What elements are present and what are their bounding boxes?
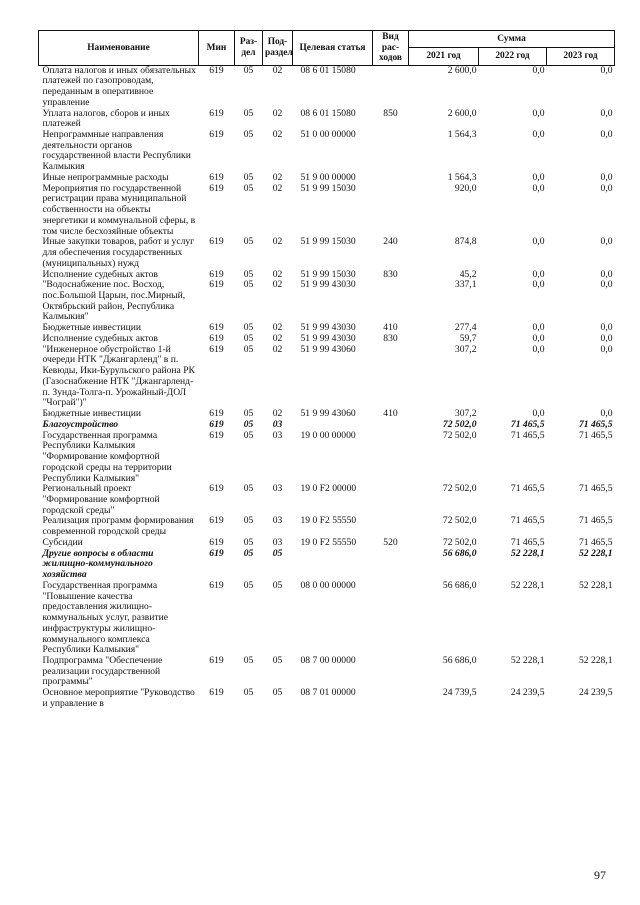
row-sum-2022: 0,0: [532, 129, 545, 140]
row-sum-2021: 337,1: [454, 279, 477, 291]
row-razdel: 05: [243, 107, 254, 119]
row-sum-2021: 874,8: [454, 236, 477, 248]
row-sum-2021: 307,2: [454, 343, 477, 355]
row-celevaya: 19 0 00 00000: [300, 429, 356, 441]
row-name: Подпрограмма "Обеспечение реализации государственной программы": [42, 654, 163, 688]
header-celevaya: Целевая статья: [293, 31, 373, 66]
row-celevaya: 19 0 F2 55550: [300, 515, 357, 527]
header-min: Мин: [199, 31, 235, 66]
row-razdel: 05: [243, 654, 254, 666]
row-celevaya: 51 9 00 00000: [300, 171, 356, 183]
row-razdel: 05: [243, 547, 254, 559]
row-celevaya: 08 7 01 00000: [300, 687, 356, 699]
row-name: Государственная программа "Повышение качества предоставления жилищно-коммунальных услуг, развитие инфраструктуры жилищно-коммунального комплекса Республики Калмыкия": [42, 579, 169, 656]
row-min: 619: [209, 408, 224, 420]
row-sum-2021: 72 502,0: [442, 483, 477, 495]
row-razdel: 05: [243, 418, 254, 430]
row-name: Реализация программ формирования современной городской среды: [42, 515, 194, 538]
row-sum-2023: 71 465,5: [578, 429, 613, 441]
row-min: 619: [209, 547, 224, 559]
row-sum-2022: 71 465,5: [510, 536, 545, 548]
row-razdel: 05: [243, 536, 254, 548]
row-celevaya: [293, 549, 373, 581]
row-vid: [373, 130, 409, 173]
section-row: [39, 420, 615, 431]
row-sum-2022: 0,0: [532, 182, 545, 194]
page-number: 97: [594, 868, 606, 882]
row-vid: [373, 484, 409, 516]
row-name: Другие вопросы в области жилищно-коммунального хозяйства: [42, 547, 154, 581]
row-min: 619: [209, 429, 224, 441]
row-name: Непрограммные направления деятельности органов государственной власти Республики Калмыкия: [42, 129, 191, 173]
row-razdel: 05: [243, 483, 254, 495]
row-podrazdel: 02: [272, 322, 283, 334]
row-vid: [373, 656, 409, 688]
row-name: Уплата налогов, сборов и иных платежей: [42, 107, 170, 130]
row-podrazdel: 03: [272, 483, 283, 495]
row-sum-2023: 24 239,5: [578, 687, 613, 699]
row-sum-2023: 0,0: [600, 64, 613, 76]
row-min: 619: [209, 332, 224, 344]
row-sum-2022: 24 239,5: [510, 687, 545, 699]
row-celevaya: 51 9 99 43060: [300, 408, 356, 420]
row-sum-2021: 72 502,0: [442, 515, 477, 527]
row-razdel: 05: [243, 279, 254, 291]
row-celevaya: 08 0 00 00000: [300, 579, 356, 591]
row-min: 619: [209, 171, 224, 183]
row-sum-2023: 0,0: [600, 129, 613, 140]
row-celevaya: 51 9 99 43060: [300, 343, 356, 355]
row-podrazdel: 05: [272, 579, 283, 591]
row-podrazdel: 02: [272, 408, 283, 420]
row-celevaya: 51 0 00 00000: [300, 129, 356, 140]
row-name: Иные закупки товаров, работ и услуг для обеспечения государственных (муниципальных) нужд: [42, 236, 195, 269]
row-razdel: 05: [243, 687, 254, 699]
row-sum-2022: 71 465,5: [510, 483, 545, 495]
row-sum-2021: 1 564,3: [447, 129, 477, 140]
row-sum-2022: 0,0: [532, 343, 545, 355]
row-razdel: 05: [243, 268, 254, 280]
row-min: 619: [209, 107, 224, 119]
row-celevaya: 51 9 99 43030: [300, 322, 356, 334]
row-sum-2021: 72 502,0: [442, 418, 477, 430]
row-sum-2021: 72 502,0: [442, 536, 477, 548]
row-sum-2023: 52 228,1: [578, 579, 613, 591]
table-row: [39, 656, 615, 688]
row-sum-2021: 2 600,0: [447, 107, 477, 119]
row-celevaya: 08 7 00 00000: [300, 654, 356, 666]
row-razdel: 05: [243, 236, 254, 248]
table-row: [39, 484, 615, 516]
row-podrazdel: 02: [272, 129, 283, 140]
row-min: 619: [209, 64, 224, 76]
row-sum-2023: 71 465,5: [578, 483, 613, 495]
row-sum-2022: 0,0: [532, 332, 545, 344]
row-razdel: 05: [243, 579, 254, 591]
row-sum-2022: 0,0: [532, 408, 545, 420]
table-row: [39, 431, 615, 485]
row-name: Исполнение судебных актов: [42, 268, 158, 280]
row-celevaya: 51 9 99 15030: [300, 236, 356, 248]
row-vid: [373, 549, 409, 581]
header-2021: 2021 год: [409, 48, 479, 65]
row-sum-2023: 0,0: [600, 408, 613, 420]
row-celevaya: 51 9 99 43030: [300, 332, 356, 344]
row-name: "Инженерное обустройство 1-й очереди НТК "Джангарленд" в п. Кевюды, Ики-Бурульского района РК (Газоснабжение НТК "Джангарленд-п. Зунда-Толга-п. Урожайный-ДОЛ "Чограй")": [42, 343, 195, 409]
row-sum-2021: 72 502,0: [442, 429, 477, 441]
row-podrazdel: 02: [272, 107, 283, 119]
header-summa: Сумма: [409, 31, 615, 48]
row-name: Исполнение судебных актов: [42, 332, 158, 344]
row-sum-2021: 56 686,0: [442, 654, 477, 666]
row-sum-2021: 920,0: [454, 182, 477, 194]
row-sum-2023: 71 465,5: [578, 515, 613, 527]
row-celevaya: 19 0 F2 00000: [300, 483, 357, 495]
row-podrazdel: 02: [272, 268, 283, 280]
row-name: Субсидии: [42, 536, 83, 548]
row-min: 619: [209, 483, 224, 495]
row-sum-2023: 0,0: [600, 343, 613, 355]
row-min: 619: [209, 129, 224, 140]
row-sum-2022: 52 228,1: [510, 654, 545, 666]
row-min: 619: [209, 236, 224, 248]
header-2022: 2022 год: [479, 48, 547, 65]
row-sum-2023: 0,0: [600, 107, 613, 119]
row-razdel: 05: [243, 182, 254, 194]
row-name: Благоустройство: [42, 418, 119, 430]
row-vid: [373, 280, 409, 323]
row-min: 619: [209, 579, 224, 591]
row-name: Оплата налогов и иных обязательных платежей по газопроводам, переданным в оперативное управление: [42, 64, 196, 108]
row-vid: [373, 420, 409, 431]
table-header: [39, 31, 615, 66]
row-sum-2022: 0,0: [532, 279, 545, 291]
row-name: Основное мероприятие "Руководство и управление в: [42, 687, 195, 709]
row-sum-2022: 71 465,5: [510, 418, 545, 430]
row-sum-2023: 0,0: [600, 332, 613, 344]
row-sum-2023: 52 228,1: [578, 654, 613, 666]
row-min: 619: [209, 654, 224, 666]
row-name: Иные непрограммные расходы: [42, 171, 169, 183]
header-podrazdel: Под-раздел: [263, 31, 293, 66]
row-min: 619: [209, 418, 224, 430]
row-razdel: 05: [243, 429, 254, 441]
row-razdel: 05: [243, 332, 254, 344]
row-celevaya: 19 0 F2 55550: [300, 536, 357, 548]
row-name: Бюджетные инвестиции: [42, 322, 141, 334]
row-celevaya: 08 6 01 15080: [300, 107, 356, 119]
row-podrazdel: 02: [272, 171, 283, 183]
table-row: [39, 184, 615, 238]
row-name: "Водоснабжение пос. Восход, пос.Большой Царын, пос.Мирный, Октябрьский район, Республика Калмыкия": [42, 279, 186, 323]
row-podrazdel: 03: [272, 515, 283, 527]
row-sum-2023: 52 228,1: [578, 547, 613, 559]
table-row: [39, 581, 615, 656]
row-vid: 240: [383, 236, 398, 248]
row-podrazdel: 05: [272, 547, 283, 559]
row-vid: 410: [383, 408, 398, 420]
row-celevaya: 08 6 01 15080: [300, 64, 356, 76]
row-sum-2023: 71 465,5: [578, 536, 613, 548]
row-celevaya: 51 9 99 15030: [300, 182, 356, 194]
row-razdel: 05: [243, 129, 254, 140]
row-sum-2021: 307,2: [454, 408, 477, 420]
row-sum-2021: 277,4: [454, 322, 477, 334]
row-razdel: 05: [243, 408, 254, 420]
table-row: [39, 65, 615, 108]
row-podrazdel: 03: [272, 536, 283, 548]
table-row: [39, 130, 615, 173]
row-min: 619: [209, 687, 224, 699]
row-sum-2022: 71 465,5: [510, 429, 545, 441]
row-vid: [373, 173, 409, 184]
table-row: [39, 237, 615, 269]
row-podrazdel: 02: [272, 236, 283, 248]
row-min: 619: [209, 268, 224, 280]
row-podrazdel: 03: [272, 429, 283, 441]
table-row: [39, 109, 615, 130]
row-vid: 520: [383, 536, 398, 548]
row-razdel: 05: [243, 322, 254, 334]
row-name: Региональный проект "Формирование комфортной городской среды": [42, 483, 160, 516]
row-min: 619: [209, 343, 224, 355]
row-vid: 850: [383, 107, 398, 119]
header-razdel: Раз-дел: [235, 31, 263, 66]
row-vid: 830: [383, 268, 398, 280]
row-sum-2022: 52 228,1: [510, 547, 545, 559]
row-razdel: 05: [243, 343, 254, 355]
row-sum-2022: 0,0: [532, 64, 545, 76]
row-sum-2023: 71 465,5: [578, 418, 613, 430]
row-sum-2021: 45,2: [459, 268, 477, 280]
row-sum-2021: 59,7: [459, 332, 477, 344]
row-name: Бюджетные инвестиции: [42, 408, 141, 420]
row-celevaya: 51 9 99 15030: [300, 268, 356, 280]
row-vid: [373, 516, 409, 537]
row-name: Государственная программа Республики Калмыкия "Формирование комфортной городской среды на территории Республики Калмыкия": [42, 429, 172, 484]
header-vid: Вид рас-ходов: [373, 31, 409, 66]
row-min: 619: [209, 279, 224, 291]
row-min: 619: [209, 515, 224, 527]
row-sum-2022: 0,0: [532, 171, 545, 183]
row-sum-2022: 0,0: [532, 268, 545, 280]
row-vid: [373, 581, 409, 656]
row-vid: [373, 431, 409, 485]
row-podrazdel: 05: [272, 654, 283, 666]
row-podrazdel: 02: [272, 64, 283, 76]
row-podrazdel: 02: [272, 343, 283, 355]
row-celevaya: [293, 420, 373, 431]
row-min: 619: [209, 322, 224, 334]
row-name: Мероприятия по государственной регистрации права муниципальной собственности на объекты энергетики и коммунальной сферы, в том числе бесхозяйные объекты: [42, 182, 196, 237]
row-sum-2023: 0,0: [600, 171, 613, 183]
row-sum-2022: 52 228,1: [510, 579, 545, 591]
row-vid: [373, 184, 409, 238]
row-vid: 410: [383, 322, 398, 334]
row-sum-2021: 1 564,3: [447, 171, 477, 183]
row-sum-2021: 56 686,0: [442, 547, 477, 559]
row-podrazdel: 02: [272, 182, 283, 194]
row-vid: [373, 688, 409, 709]
row-podrazdel: 03: [272, 418, 283, 430]
row-sum-2021: 24 739,5: [442, 687, 477, 699]
row-razdel: 05: [243, 64, 254, 76]
row-celevaya: 51 9 99 43030: [300, 279, 356, 291]
header-name: Наименование: [39, 31, 199, 66]
row-min: 619: [209, 182, 224, 194]
row-razdel: 05: [243, 171, 254, 183]
table-row: [39, 345, 615, 409]
row-sum-2021: 56 686,0: [442, 579, 477, 591]
table-row: [39, 280, 615, 323]
budget-table: [38, 30, 615, 710]
row-vid: [373, 345, 409, 409]
row-sum-2022: 0,0: [532, 107, 545, 119]
row-podrazdel: 02: [272, 332, 283, 344]
row-sum-2023: 0,0: [600, 236, 613, 248]
row-razdel: 05: [243, 515, 254, 527]
row-podrazdel: 02: [272, 279, 283, 291]
row-vid: [373, 65, 409, 108]
row-sum-2023: 0,0: [600, 268, 613, 280]
row-sum-2022: 0,0: [532, 236, 545, 248]
row-sum-2021: 2 600,0: [447, 64, 477, 76]
row-sum-2023: 0,0: [600, 182, 613, 194]
table-body: [39, 65, 615, 710]
section-row: [39, 549, 615, 581]
table-row: [39, 688, 615, 709]
header-2023: 2023 год: [547, 48, 615, 65]
table-row: [39, 516, 615, 537]
row-vid: 830: [383, 332, 398, 344]
row-sum-2023: 0,0: [600, 322, 613, 334]
row-min: 619: [209, 536, 224, 548]
row-podrazdel: 05: [272, 687, 283, 699]
row-sum-2022: 71 465,5: [510, 515, 545, 527]
row-sum-2023: 0,0: [600, 279, 613, 291]
row-sum-2022: 0,0: [532, 322, 545, 334]
